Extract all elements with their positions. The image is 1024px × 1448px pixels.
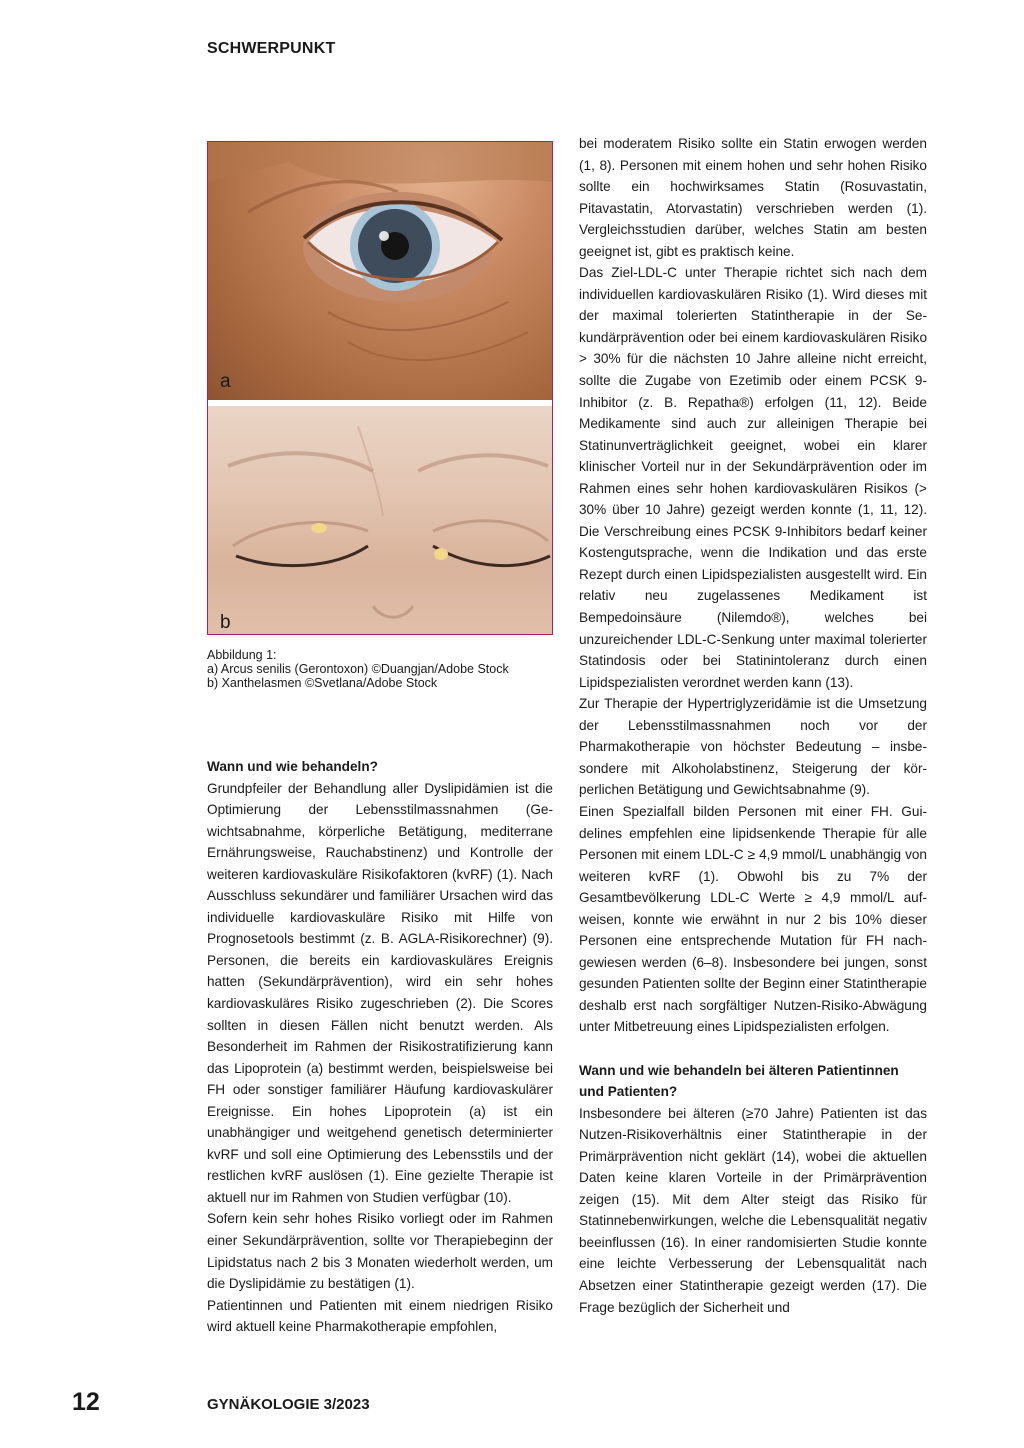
photo-arcus-senilis	[208, 142, 552, 400]
caption-line-b: b) Xanthelasmen ©Svetlana/Adobe Stock	[207, 676, 438, 690]
figure-label-b: b	[220, 612, 231, 633]
paragraph: Grundpfeiler der Behandlung aller Dyslipidämien ist die Optimierung der Lebensstilmassnahmen (Gewichtsabnahme, körperliche Betätigung, mediterrane Ernährungsweise, Rauchabstinenz) und Kontrolle der weiteren kardiovaskuläre Risikofaktoren (kvRF) (1). Nach Ausschluss sekundärer und familiärer Ursachen wird das individuelle kardiovaskuläre Risiko mit Hilfe von Prognosetools bestimmt (z. B. AGLA-Risikorechner) (9). Personen, die bereits ein kardiovaskuläres Ereignis hatten (Sekundärprävention), wird ein sehr hohes kardiovaskuläres Risiko zugeschrieben (2). Die Scores sollten in diesen Fällen nicht benutzt werden. Als Besonderheit im Rahmen der Risikostratifizierung kann das Lipoprotein (a) bestimmt werden, beispielsweise bei FH oder sonstiger familiärer Häufung kardiovaskulärer Ereignisse. Ein hohes Lipoprotein (a) ist ein unabhängiger und weitgehend genetisch determinierter kvRF und soll eine Optimierung des Lebensstils und der restlichen kvRF auslösen (1). Eine gezielte Therapie ist aktuell nur im Rahmen von Studien verfügbar (10).	[207, 780, 553, 1205]
paragraph: Insbesondere bei älteren (≥70 Jahre) Patienten ist das Nutzen-Risikoverhältnis einer Statintherapie in der Primärprävention nicht geklärt (14), wobei die aktuellen Daten keine klaren Vorteile in der Primärprävention zeigen (15). Mit dem Alter steigt das Risiko für Statinnebenwirkungen, welche die Lebensqualität negativ beeinflussen (16). In einer randomisierten Studie konnte eine leichte Verbesserung der Lebensqualität nach Absetzen einer Statintherapie gezeigt werden (17). Die Frage bezüglich der Sicherheit und	[579, 1105, 927, 1315]
right-column	[579, 133, 927, 1318]
spacer	[579, 1038, 927, 1060]
paragraph: Zur Therapie der Hypertriglyzeridämie ist die Umsetzung der Lebensstilmassnahmen noch vor der Pharmakotherapie von höchster Bedeutung – insbesondere mit Alkoholabstinenz, Steigerung der körperlichen Betätigung und Gewichtsabnahme (9).	[579, 696, 927, 798]
paragraph: Patientinnen und Patienten mit einem niedrigen Risiko wird aktuell keine Pharmakotherapie empfohlen,	[207, 1297, 553, 1335]
left-column	[207, 756, 553, 1338]
eye-illustration	[208, 142, 552, 400]
section-label: SCHWERPUNKT	[207, 40, 336, 57]
figure	[207, 141, 553, 635]
figure-caption	[207, 648, 557, 690]
photo-xanthelasmen	[208, 406, 552, 634]
figure-label-a: a	[220, 371, 231, 392]
page-number: 12	[72, 1388, 100, 1416]
paragraph: Sofern kein sehr hohes Risiko vorliegt oder im Rahmen einer Sekundärprävention, sollte vor Therapiebeginn der Lipidstatus nach 2 bis 3 Monaten wiederholt werden, um die Dyslipidämie zu bestätigen (1).	[207, 1211, 553, 1292]
caption-title: Abbildung 1:	[207, 648, 277, 662]
journal-title: GYNÄKOLOGIE 3/2023	[207, 1396, 370, 1413]
section-heading-treatment: Wann und wie behandeln?	[207, 759, 378, 774]
paragraph: Einen Spezialfall bilden Personen mit einer FH. Guidelines empfehlen eine lipidsenkende Therapie für alle Personen mit einem LDL-C ≥ 4,9 mmol/L unabhängig von weiteren kvRF (1). Obwohl bis zu 7% der Gesamtbevölkerung LDL-C Werte ≥ 4,9 mmol/L aufweisen, konnte wie erwähnt in nur 2 bis 10% dieser Personen eine entsprechende Mutation für FH nachgewiesen werden (6–8). Insbesondere bei jungen, sonst gesunden Patienten sollte der Beginn einer Statintherapie deshalb erst nach sorgfältiger Nutzen-Risiko-Abwägung unter Mitbetreuung eines Lipidspezialisten erfolgen.	[579, 803, 927, 1035]
paragraph: Das Ziel-LDL-C unter Therapie richtet sich nach dem individuellen kardiovaskulären Risiko (1). Wird dieses mit der maximal tolerierten Statintherapie in der Sekundärprävention oder bei einem kardiovaskulären Risiko > 30% für die nächsten 10 Jahre alleine nicht erreicht, sollte die Zugabe von Ezetimib oder einem PCSK 9-Inhibitor (z. B. Repatha®) erfolgen (11, 12). Beide Medikamente sind auch zur alleinigen Therapie bei Statinunverträglichkeit geeignet, wobei ein klarer klinischer Vorteil nur in der Sekundärprävention oder im Rahmen eines sehr hohen kardiovaskulären Risikos (> 30% über 10 Jahre) gezeigt werden konnte (1, 11, 12). Die Verschreibung eines PCSK 9-Inhibitors bedarf keiner Kostengutsprache, wenn die Indikation und das erste Rezept durch einen Lipidspezialisten ausgestellt wird. Ein relativ neu zugelassenes Medikament ist Bempedoinsäure (Nilemdo®), welches bei unzureichender LDL-C-Senkung unter maximal tolerierter Statindosis oder bei Statinintoleranz durch einen Lipidspezialisten verordnet werden kann (13).	[579, 265, 927, 690]
closed-eyes-illustration	[208, 406, 552, 634]
paragraph: bei moderatem Risiko sollte ein Statin erwogen werden (1, 8). Personen mit einem hohen und sehr hohen Risiko sollte ein hochwirksames Statin (Rosuvastatin, Pitavastatin, Atorvastatin) verschrieben werden (1). Vergleichsstudien darüber, welches Statin am besten geeignet ist, gibt es praktisch keine.	[579, 136, 927, 259]
caption-line-a: a) Arcus senilis (Gerontoxon) ©Duangjan/Adobe Stock	[207, 662, 509, 676]
section-heading-elderly: Wann und wie behandeln bei älteren Patientinnen und Patienten?	[579, 1062, 899, 1100]
